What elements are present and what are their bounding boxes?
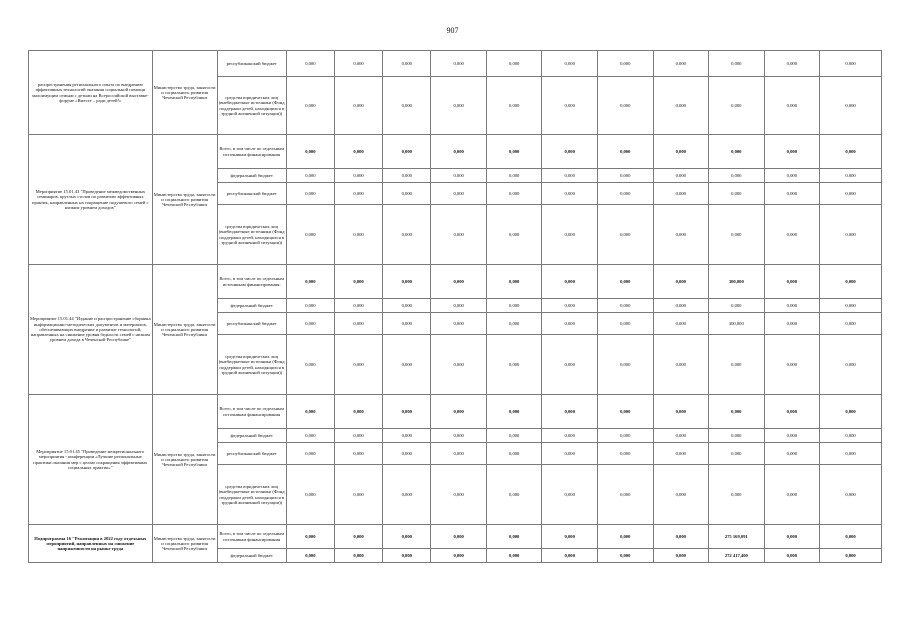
funding-source-cell: средства юридических лиц (внебюджетные источники (Фонд поддержки детей, находящихся в трудной жизненной ситуации)) [217,465,286,525]
value-cell: 0,000 [542,335,598,395]
value-cell: 0,000 [709,135,765,169]
value-cell: 0,000 [286,335,334,395]
funding-source-cell: Всего, в том числе по отдельным источникам финансирования [217,525,286,549]
value-cell: 0,000 [383,205,431,265]
value-cell: 275 169,091 [709,525,765,549]
value-cell: 0,000 [334,465,382,525]
value-cell: 0,000 [653,313,709,335]
value-cell: 0,000 [486,313,542,335]
value-cell: 0,000 [486,395,542,429]
value-cell: 0,000 [820,465,882,525]
value-cell: 0,000 [653,395,709,429]
value-cell: 0,000 [597,429,653,443]
value-cell: 0,000 [597,205,653,265]
value-cell: 0,000 [431,549,487,563]
value-cell: 0,000 [653,429,709,443]
value-cell: 0,000 [542,549,598,563]
funding-source-cell: средства юридических лиц (внебюджетные источники (Фонд поддержки детей, находящихся в трудной жизненной ситуации)) [217,335,286,395]
value-cell: 0,000 [431,77,487,135]
funding-source-cell: республиканский бюджет [217,443,286,465]
value-cell: 0,000 [542,395,598,429]
value-cell: 0,000 [383,51,431,77]
value-cell: 0,000 [486,169,542,183]
value-cell: 0,000 [431,299,487,313]
table-row [29,135,882,169]
value-cell: 0,000 [542,465,598,525]
value-cell: 0,000 [653,169,709,183]
value-cell: 0,000 [597,525,653,549]
activity-cell: Мероприятие 15.01.45 "Проведение межрегионального мероприятия - конференции «Лучшие региональные практики оказания мер с целью сокращения эффективных социальных практик»" [29,395,153,525]
value-cell: 0,000 [486,135,542,169]
value-cell: 0,000 [820,135,882,169]
value-cell: 0,000 [286,77,334,135]
value-cell: 0,000 [764,183,820,205]
value-cell: 0,000 [597,169,653,183]
funding-source-cell: средства юридических лиц (внебюджетные источники (Фонд поддержки детей, находящихся в трудной жизненной ситуации)) [217,205,286,265]
value-cell: 0,000 [334,205,382,265]
value-cell: 0,000 [334,313,382,335]
value-cell: 0,000 [764,443,820,465]
executor-cell: Министерство труда, занятости и социального развития Чеченской Республики [152,525,217,563]
table-row [29,525,882,549]
value-cell: 0,000 [597,465,653,525]
value-cell: 0,000 [431,313,487,335]
value-cell: 0,000 [764,465,820,525]
value-cell: 0,000 [431,183,487,205]
value-cell: 0,000 [764,169,820,183]
value-cell: 0,000 [486,77,542,135]
value-cell: 0,000 [383,443,431,465]
value-cell: 0,000 [383,429,431,443]
value-cell: 0,000 [597,183,653,205]
value-cell: 0,000 [764,77,820,135]
value-cell: 0,000 [709,77,765,135]
value-cell: 0,000 [486,51,542,77]
executor-cell: Министерство труда, занятости и социального развития Чеченской Республики [152,395,217,525]
value-cell: 0,000 [286,183,334,205]
value-cell: 0,000 [820,549,882,563]
value-cell: 0,000 [653,549,709,563]
value-cell: 0,000 [383,465,431,525]
value-cell: 0,000 [709,395,765,429]
funding-source-cell: федеральный бюджет [217,299,286,313]
page-number: 907 [446,26,459,35]
value-cell: 0,000 [709,443,765,465]
value-cell: 0,000 [383,135,431,169]
value-cell: 0,000 [431,51,487,77]
value-cell: 0,000 [486,465,542,525]
value-cell: 0,000 [383,313,431,335]
value-cell: 0,000 [597,443,653,465]
value-cell: 0,000 [286,443,334,465]
value-cell: 0,000 [486,549,542,563]
value-cell: 0,000 [764,135,820,169]
value-cell: 0,000 [431,265,487,299]
value-cell: 300,000 [709,265,765,299]
value-cell: 0,000 [764,395,820,429]
value-cell: 0,000 [486,183,542,205]
value-cell: 0,000 [820,443,882,465]
value-cell: 0,000 [542,205,598,265]
table-row [29,395,882,429]
value-cell: 0,000 [334,395,382,429]
value-cell: 0,000 [431,465,487,525]
value-cell: 0,000 [334,135,382,169]
funding-source-cell: республиканский бюджет [217,183,286,205]
value-cell: 0,000 [383,335,431,395]
value-cell: 0,000 [653,465,709,525]
activity-cell: Мероприятие 15.01.43 "Проведение межведомственных семинаров, круглых столов по развитию эффективных практик, направленных на сокращение подушевого семей с низким уровнем доходов" [29,135,153,265]
value-cell: 0,000 [820,395,882,429]
value-cell: 0,000 [334,335,382,395]
value-cell: 0,000 [542,169,598,183]
value-cell: 272 417,400 [709,549,765,563]
value-cell: 0,000 [542,429,598,443]
table-row [29,265,882,299]
value-cell: 0,000 [653,335,709,395]
value-cell: 0,000 [334,77,382,135]
value-cell: 0,000 [709,299,765,313]
value-cell: 0,000 [286,395,334,429]
funding-source-cell: федеральный бюджет [217,549,286,563]
value-cell: 0,000 [383,395,431,429]
value-cell: 0,000 [597,135,653,169]
value-cell: 0,000 [542,313,598,335]
value-cell: 0,000 [709,205,765,265]
value-cell: 0,000 [542,135,598,169]
value-cell: 0,000 [764,335,820,395]
value-cell: 0,000 [334,525,382,549]
value-cell: 0,000 [653,525,709,549]
value-cell: 0,000 [286,465,334,525]
funding-source-cell: республиканский бюджет [217,313,286,335]
value-cell: 0,000 [764,265,820,299]
funding-source-cell: Всего, в том числе по отдельным источникам финансирования [217,395,286,429]
value-cell: 0,000 [820,77,882,135]
value-cell: 0,000 [542,77,598,135]
value-cell: 0,000 [653,135,709,169]
value-cell: 0,000 [542,183,598,205]
value-cell: 0,000 [334,443,382,465]
value-cell: 0,000 [286,525,334,549]
value-cell: 0,000 [820,183,882,205]
funding-source-cell: федеральный бюджет [217,429,286,443]
value-cell: 0,000 [334,169,382,183]
value-cell: 0,000 [764,429,820,443]
value-cell: 0,000 [597,395,653,429]
value-cell: 0,000 [383,265,431,299]
value-cell: 0,000 [383,549,431,563]
value-cell: 0,000 [597,51,653,77]
value-cell: 0,000 [820,525,882,549]
value-cell: 0,000 [486,525,542,549]
value-cell: 0,000 [286,299,334,313]
value-cell: 0,000 [486,443,542,465]
value-cell: 0,000 [764,205,820,265]
value-cell: 0,000 [334,265,382,299]
funding-source-cell: Всего, в том числе по отдельным источникам финансирования: [217,265,286,299]
value-cell: 0,000 [709,183,765,205]
funding-source-cell: Всего, в том числе по отдельным источникам финансирования [217,135,286,169]
executor-cell: Министерство труда, занятости и социального развития Чеченской Республики [152,51,217,135]
budget-table [28,50,882,563]
value-cell: 0,000 [653,51,709,77]
value-cell: 0,000 [653,183,709,205]
value-cell: 0,000 [764,313,820,335]
value-cell: 0,000 [709,429,765,443]
value-cell: 0,000 [597,265,653,299]
value-cell: 0,000 [820,205,882,265]
value-cell: 0,000 [383,183,431,205]
value-cell: 0,000 [597,299,653,313]
value-cell: 0,000 [431,525,487,549]
value-cell: 0,000 [383,169,431,183]
activity-cell: распространения регионального опыта по внедрению эффективных технологий оказания социальной помощи малоимущим семьям с детьми на Всероссийской выставке-форуме «Вместе – ради детей!» [29,51,153,135]
value-cell: 0,000 [597,77,653,135]
value-cell: 0,000 [653,443,709,465]
value-cell: 0,000 [486,429,542,443]
value-cell: 0,000 [431,335,487,395]
value-cell: 0,000 [334,429,382,443]
value-cell: 0,000 [542,299,598,313]
value-cell: 0,000 [486,299,542,313]
value-cell: 0,000 [486,265,542,299]
value-cell: 0,000 [653,265,709,299]
value-cell: 0,000 [653,205,709,265]
value-cell: 0,000 [431,395,487,429]
table-row [29,51,882,77]
value-cell: 0,000 [820,335,882,395]
value-cell: 0,000 [820,299,882,313]
value-cell: 0,000 [286,169,334,183]
value-cell: 0,000 [286,205,334,265]
value-cell: 0,000 [486,335,542,395]
value-cell: 0,000 [542,443,598,465]
value-cell: 0,000 [286,265,334,299]
value-cell: 0,000 [764,525,820,549]
value-cell: 0,000 [431,429,487,443]
value-cell: 0,000 [597,313,653,335]
value-cell: 0,000 [431,135,487,169]
executor-cell: Министерство труда, занятости и социального развития Чеченской Республики [152,135,217,265]
value-cell: 0,000 [334,51,382,77]
activity-cell: Подпрограмма 16 "Реализация в 2022 году отдельных мероприятий, направленных на снижение напряженности на рынке труда [29,525,153,563]
value-cell: 0,000 [709,169,765,183]
value-cell: 0,000 [820,169,882,183]
value-cell: 0,000 [334,549,382,563]
value-cell: 0,000 [431,443,487,465]
value-cell: 0,000 [653,77,709,135]
value-cell: 0,000 [597,549,653,563]
value-cell: 0,000 [542,265,598,299]
value-cell: 0,000 [820,429,882,443]
value-cell: 0,000 [286,51,334,77]
value-cell: 0,000 [653,299,709,313]
value-cell: 0,000 [764,549,820,563]
value-cell: 0,000 [709,465,765,525]
value-cell: 0,000 [820,265,882,299]
value-cell: 0,000 [334,299,382,313]
executor-cell: Министерство труда, занятости и социального развития Чеченской Республики [152,265,217,395]
value-cell: 0,000 [597,335,653,395]
value-cell: 0,000 [383,77,431,135]
value-cell: 0,000 [709,51,765,77]
funding-source-cell: республиканский бюджет [217,51,286,77]
value-cell: 0,000 [764,51,820,77]
value-cell: 0,000 [286,135,334,169]
funding-source-cell: средства юридических лиц (внебюджетные источники (Фонд поддержки детей, находящихся в трудной жизненной ситуации)) [217,77,286,135]
value-cell: 0,000 [286,429,334,443]
value-cell: 0,000 [431,169,487,183]
value-cell: 0,000 [383,299,431,313]
value-cell: 300,000 [709,313,765,335]
value-cell: 0,000 [486,205,542,265]
value-cell: 0,000 [286,549,334,563]
activity-cell: Мероприятие 15.01.44 "Издание и распространение сборника информационно-методических документов и материалов, обеспечивающих внедрение и развитие технологий, направленных на снижение уровня бедности семей с низким уровнем дохода в Чеченской Республике" [29,265,153,395]
value-cell: 0,000 [334,183,382,205]
value-cell: 0,000 [820,51,882,77]
value-cell: 0,000 [709,335,765,395]
funding-source-cell: федеральный бюджет [217,169,286,183]
value-cell: 0,000 [820,313,882,335]
value-cell: 0,000 [542,51,598,77]
value-cell: 0,000 [764,299,820,313]
value-cell: 0,000 [383,525,431,549]
value-cell: 0,000 [286,313,334,335]
value-cell: 0,000 [431,205,487,265]
value-cell: 0,000 [542,525,598,549]
